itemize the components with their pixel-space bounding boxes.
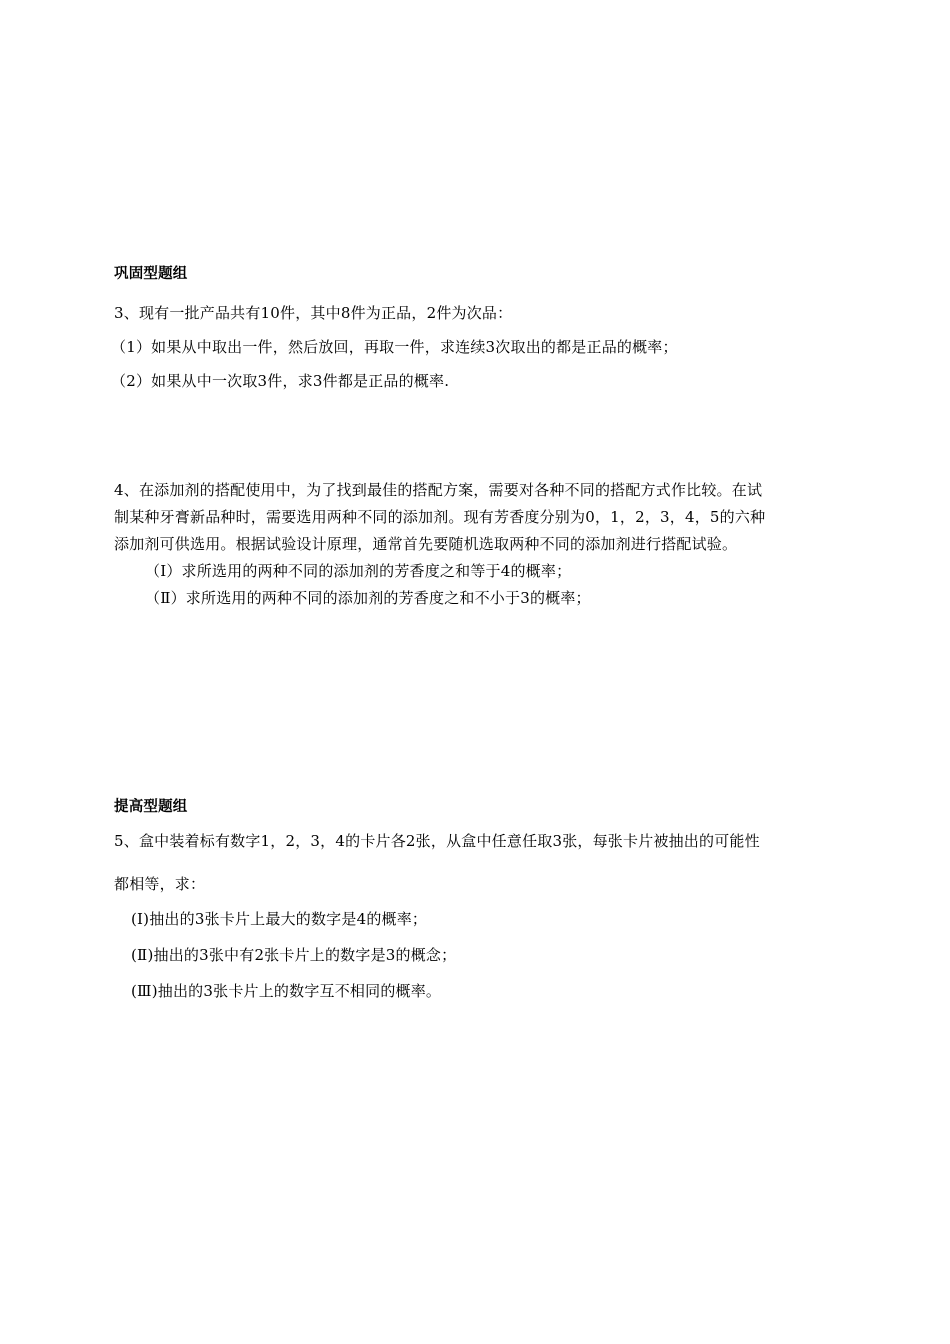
q4-part2: （Ⅱ）求所选用的两种不同的添加剂的芳香度之和不小于3的概率； <box>145 589 591 607</box>
q5-line2: 都相等，求： <box>114 875 206 893</box>
q3-part1: （1）如果从中取出一件，然后放回，再取一件，求连续3次取出的都是正品的概率； <box>111 338 678 356</box>
q4-line1: 4、在添加剂的搭配使用中，为了找到最佳的搭配方案，需要对各种不同的搭配方式作比较。在试 <box>114 481 763 499</box>
section-heading-advanced: 提高型题组 <box>114 799 188 815</box>
q4-part1: （Ⅰ）求所选用的两种不同的添加剂的芳香度之和等于4的概率； <box>145 562 572 580</box>
q4-line3: 添加剂可供选用。根据试验设计原理，通常首先要随机选取两种不同的添加剂进行搭配试验。 <box>114 535 738 553</box>
q5-part1: (Ⅰ)抽出的3张卡片上最大的数字是4的概率； <box>131 910 428 928</box>
section-heading-consolidation: 巩固型题组 <box>114 266 188 282</box>
q5-part2: (Ⅱ)抽出的3张中有2张卡片上的数字是3的概念； <box>131 946 457 964</box>
q3-part2: （2）如果从中一次取3件，求3件都是正品的概率. <box>111 372 450 390</box>
q5-line1: 5、盒中装着标有数字1，2，3，4的卡片各2张，从盒中任意任取3张，每张卡片被抽出的可能性 <box>114 832 760 850</box>
q3-stem: 3、现有一批产品共有10件，其中8件为正品，2件为次品： <box>114 304 513 322</box>
q5-part3: (Ⅲ)抽出的3张卡片上的数字互不相同的概率。 <box>131 982 442 1000</box>
q4-line2: 制某种牙膏新品种时，需要选用两种不同的添加剂。现有芳香度分别为0，1，2，3，4，5的六种 <box>114 508 766 526</box>
